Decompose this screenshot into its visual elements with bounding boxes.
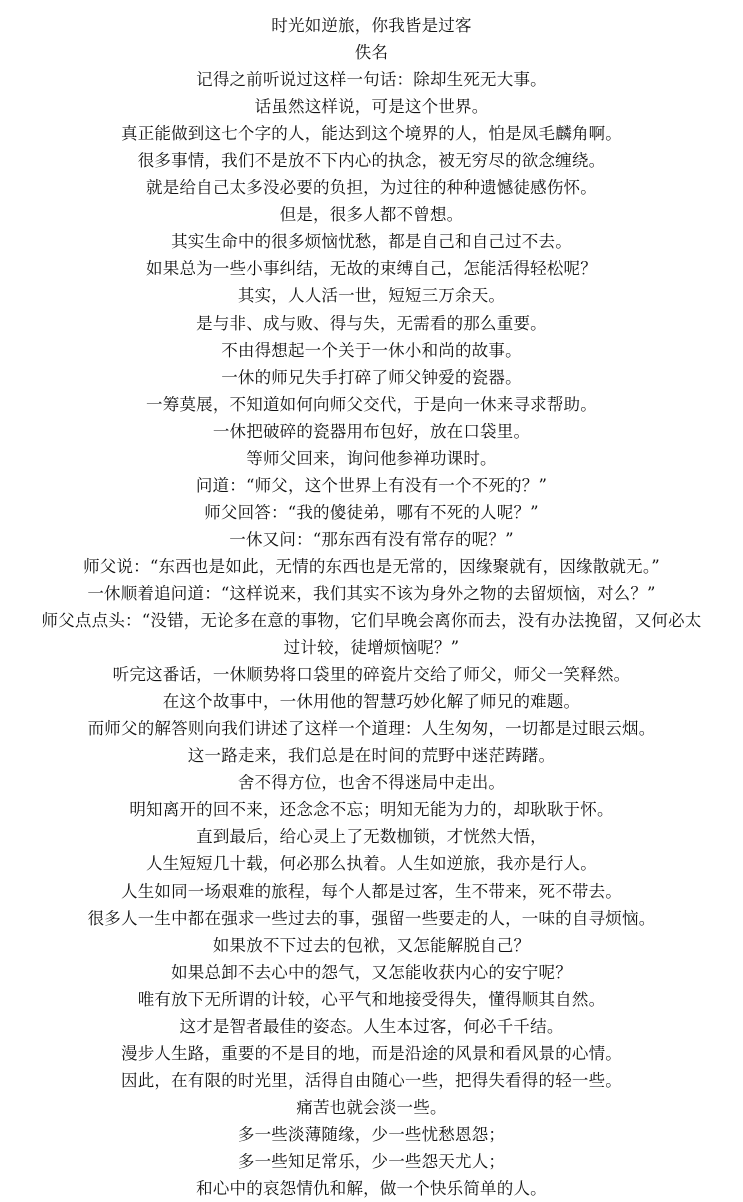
text-line: 直到最后，给心灵上了无数枷锁，才恍然大悟， [196, 827, 547, 847]
text-line: 一休顺着追问道：“这样说来，我们其实不该为身外之物的去留烦恼，对么？” [87, 583, 656, 603]
document-author: 佚名 [354, 43, 389, 63]
text-line: 师父说：“东西也是如此，无情的东西也是无常的，因缘聚就有，因缘散就无。” [83, 556, 660, 576]
text-line: 这才是智者最佳的姿态。人生本过客，何必千千结。 [179, 1016, 564, 1036]
text-line: 这一路走来，我们总是在时间的荒野中迷茫踌躇。 [187, 746, 556, 766]
text-line: 如果放不下过去的包袱，又怎能解脱自己？ [212, 935, 531, 955]
document-title: 时光如逆旅，你我皆是过客 [271, 16, 472, 35]
text-line: 听完这番话，一休顺势将口袋里的碎瓷片交给了师父，师父一笑释然。 [112, 665, 631, 685]
text-line: 师父回答：“我的傻徒弟，哪有不死的人呢？” [204, 502, 539, 522]
text-line: 人生如同一场艰难的旅程，每个人都是过客，生不带来，死不带去。 [121, 881, 622, 901]
text-line: 多一些淡薄随缘，少一些忧愁恩怨； [237, 1124, 506, 1144]
text-line-continuation: 过计较，徒增烦恼呢？” [283, 638, 460, 658]
text-line: 一休的师兄失手打碎了师父钟爱的瓷器。 [221, 367, 522, 387]
text-line: 就是给自己太多没必要的负担，为过往的种种遗憾徒感伤怀。 [146, 178, 597, 198]
text-line: 是与非、成与败、得与失，无需看的那么重要。 [196, 313, 547, 333]
text-line: 问道：“师父，这个世界上有没有一个不死的？” [195, 475, 548, 495]
text-line: 而师父的解答则向我们讲述了这样一个道理：人生匆匆，一切都是过眼云烟。 [87, 719, 656, 739]
text-line: 人生短短几十载，何必那么执着。人生如逆旅，我亦是行人。 [146, 854, 597, 874]
text-line: 很多人一生中都在强求一些过去的事，强留一些要走的人，一味的自寻烦恼。 [87, 908, 656, 928]
text-line: 在这个故事中，一休用他的智慧巧妙化解了师兄的难题。 [162, 692, 581, 712]
text-line: 很多事情，我们不是放不下内心的执念，被无穷尽的欲念缠绕。 [137, 151, 606, 171]
text-line: 师父点点头：“没错，无论多在意的事物，它们早晚会离你而去，没有办法挽留，又何必太 [41, 611, 702, 631]
text-line: 话虽然这样说，可是这个世界。 [254, 97, 489, 117]
text-line: 真正能做到这七个字的人，能达到这个境界的人，怕是凤毛麟角啊。 [121, 124, 622, 144]
text-line: 等师父回来，询问他参禅功课时。 [246, 448, 497, 468]
text-line: 如果总卸不去心中的怨气，又怎能收获内心的安宁呢？ [171, 962, 572, 982]
text-line: 因此，在有限的时光里，活得自由随心一些，把得失看得的轻一些。 [121, 1070, 622, 1090]
text-line: 但是，很多人都不曾想。 [279, 205, 464, 225]
text-line: 舍不得方位，也舍不得迷局中走出。 [237, 773, 506, 793]
text-line: 一休又问：“那东西有没有常存的呢？” [229, 529, 514, 549]
text-line: 和心中的哀怨情仇和解，做一个快乐简单的人。 [196, 1179, 547, 1199]
text-line: 一休把破碎的瓷器用布包好，放在口袋里。 [212, 421, 531, 441]
text-line: 记得之前听说过这样一句话：除却生死无大事。 [196, 70, 547, 90]
text-line: 不由得想起一个关于一休小和尚的故事。 [221, 340, 522, 360]
text-line: 其实生命中的很多烦恼忧愁，都是自己和自己过不去。 [171, 232, 572, 252]
text-line: 多一些知足常乐，少一些怨天尤人； [237, 1151, 506, 1171]
text-line: 痛苦也就会淡一些。 [296, 1097, 447, 1117]
text-line: 其实，人人活一世，短短三万余天。 [237, 286, 506, 306]
text-line: 一筹莫展，不知道如何向师父交代，于是向一休来寻求帮助。 [146, 394, 597, 414]
text-line: 明知离开的回不来，还念念不忘；明知无能为力的，却耿耿于怀。 [129, 800, 614, 820]
text-line: 如果总为一些小事纠结，无故的束缚自己，怎能活得轻松呢？ [146, 259, 597, 279]
text-line: 漫步人生路，重要的不是目的地，而是沿途的风景和看风景的心情。 [121, 1043, 622, 1063]
text-line: 唯有放下无所谓的计较，心平气和地接受得失，懂得顺其自然。 [137, 989, 606, 1009]
